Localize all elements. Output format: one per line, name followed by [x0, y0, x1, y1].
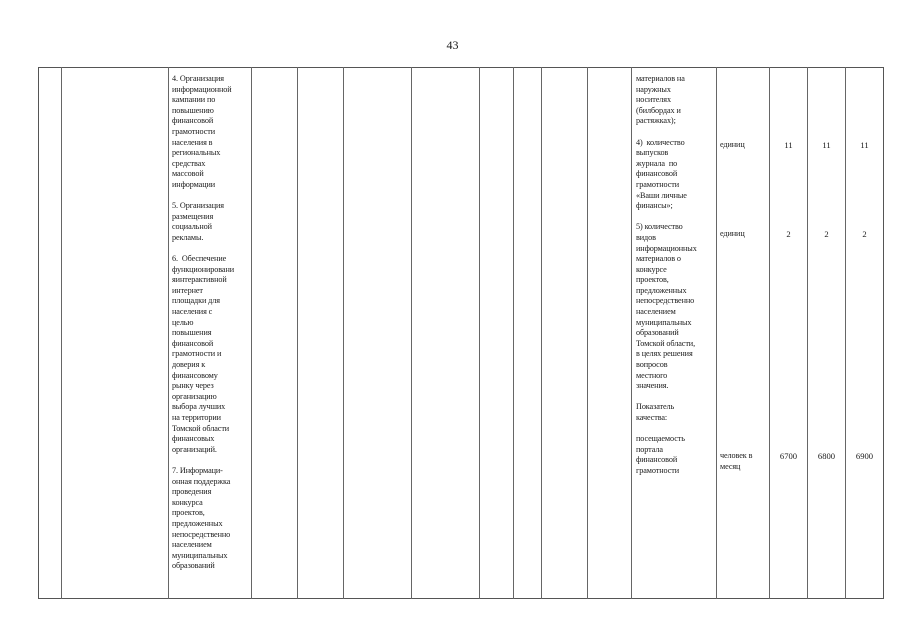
indicator-text-line: журнала по — [636, 158, 678, 168]
indicator-text-line: финансовой — [636, 169, 678, 179]
page-number: 43 — [446, 38, 459, 52]
indicator-text-line: проектов, — [636, 275, 669, 285]
indicator-text-line: финансовой — [636, 455, 678, 465]
activity-text-line: массовой — [172, 169, 204, 179]
indicator-text-line: вопросов — [636, 360, 668, 370]
activity-text-line: выбора лучших — [172, 402, 226, 412]
indicator-text-line: муниципальных — [636, 317, 692, 327]
column-divider — [411, 67, 412, 599]
activity-text-line: проектов, — [172, 508, 205, 518]
activity-text-line: площадки для — [172, 296, 220, 306]
column-divider — [479, 67, 480, 599]
activity-text-line: доверия к — [172, 360, 206, 370]
activity-text-line: организаций. — [172, 444, 217, 454]
activity-text-line: финансовых — [172, 434, 215, 444]
indicator-text-line: 5) количество — [636, 222, 683, 232]
indicator-text-line: наружных — [636, 84, 671, 94]
unit-cell: месяц — [720, 461, 741, 471]
value-cell: 11 — [822, 140, 831, 150]
value-cell: 11 — [784, 140, 793, 150]
column-divider — [587, 67, 588, 599]
indicator-text-line — [636, 392, 697, 403]
column-divider — [541, 67, 542, 599]
activity-text-line: повышения — [172, 328, 212, 338]
column-divider — [168, 67, 169, 599]
activity-text-line: повышению — [172, 105, 214, 115]
value-cell: 11 — [860, 140, 869, 150]
indicator-text-line: непосредственно — [636, 296, 695, 306]
activity-text-line: 7. Информаци- — [172, 465, 223, 475]
activity-text-line: населения с — [172, 307, 213, 317]
value-cell: 2 — [824, 229, 829, 239]
activity-text-line: Томской области — [172, 423, 230, 433]
activity-text-line: кампании по — [172, 95, 216, 105]
activity-text-line: проведения — [172, 487, 212, 497]
indicator-text-line: выпусков — [636, 148, 669, 158]
indicator-text-line: (билбордах и — [636, 105, 681, 115]
table-frame — [38, 67, 884, 599]
activity-text-line: конкурса — [172, 497, 203, 507]
column-divider — [251, 67, 252, 599]
indicator-text-line: Томской области, — [636, 338, 696, 348]
activity-text-line: рекламы. — [172, 232, 204, 242]
unit-cell: человек в — [720, 451, 753, 460]
value-cell: 6900 — [855, 451, 874, 461]
indicator-text-line: финансы»; — [636, 201, 673, 211]
indicator-text-line — [636, 424, 697, 435]
activity-text-line: грамотности — [172, 126, 216, 136]
indicator-text-line — [636, 212, 697, 223]
activity-text-line: рынку через — [172, 381, 214, 391]
activity-text-line: населения в — [172, 137, 213, 147]
indicator-text-line: 4) количество — [636, 137, 685, 147]
activities-cell — [172, 74, 234, 572]
activity-text-line: финансовой — [172, 338, 214, 348]
indicator-text-line: Показатель — [636, 402, 675, 412]
indicator-text-line: в целях решения — [636, 349, 693, 359]
activity-text-line: средствах — [172, 158, 206, 168]
indicator-text-line: предложенных — [636, 285, 687, 295]
activity-text-line: образований — [172, 561, 215, 571]
activity-text-line: предложенных — [172, 518, 223, 528]
indicator-text-line: материалов о — [636, 254, 681, 264]
unit-cell: единиц — [720, 140, 745, 149]
activity-text-line: грамотности и — [172, 349, 222, 359]
activity-text-line — [172, 191, 234, 202]
indicator-text-line: значения. — [636, 381, 669, 391]
column-divider — [61, 67, 62, 599]
indicator-text-line: информационных — [636, 243, 697, 253]
indicators-cell — [636, 74, 697, 477]
value-cell: 2 — [862, 229, 867, 239]
activity-text-line: организацию — [172, 391, 217, 401]
activity-text-line: муниципальных — [172, 550, 228, 560]
activity-text-line: региональных — [172, 148, 221, 158]
activity-text-line: населением — [172, 540, 212, 550]
activity-text-line: яинтерактивной — [172, 275, 227, 285]
activity-text-line: информации — [172, 179, 216, 189]
indicator-text-line: материалов на — [636, 74, 685, 83]
indicator-text-line — [636, 127, 697, 138]
activity-text-line: непосредственно — [172, 529, 231, 539]
activity-text-line: 6. Обеспечение — [172, 254, 227, 264]
indicator-text-line: грамотности — [636, 465, 680, 475]
value-cell: 6800 — [817, 451, 836, 461]
indicator-text-line: носителях — [636, 95, 671, 105]
indicator-text-line: конкурсе — [636, 264, 667, 274]
activity-text-line: финансовому — [172, 370, 218, 380]
indicator-text-line: местного — [636, 370, 668, 380]
activity-text-line: на территории — [172, 413, 221, 422]
value-cell: 2 — [786, 229, 791, 239]
column-divider — [297, 67, 298, 599]
column-divider — [513, 67, 514, 599]
indicator-text-line: населением — [636, 307, 676, 317]
activity-text-line: 5. Организация — [172, 201, 224, 211]
indicator-text-line: портала — [636, 444, 663, 454]
indicator-text-line: качества: — [636, 413, 668, 422]
indicator-text-line: «Ваши личные — [636, 190, 687, 200]
indicator-text-line: грамотности — [636, 179, 680, 189]
unit-cell: единиц — [720, 229, 745, 238]
activity-text-line — [172, 455, 234, 466]
activity-text-line: интернет — [172, 285, 203, 295]
indicator-text-line: образований — [636, 328, 679, 338]
value-cell: 6700 — [779, 451, 798, 461]
activity-text-line: онная поддержка — [172, 476, 231, 486]
column-divider — [631, 67, 632, 599]
column-divider — [716, 67, 717, 599]
indicator-text-line: посещаемость — [636, 434, 685, 444]
activity-text-line: финансовой — [172, 116, 214, 126]
activity-text-line: функционировани — [172, 264, 235, 274]
activity-text-line: социальной — [172, 222, 212, 232]
indicator-text-line: видов — [636, 232, 656, 242]
activity-text-line: размещения — [172, 211, 214, 221]
activity-text-line — [172, 244, 234, 255]
activity-text-line: информационной — [172, 84, 232, 94]
column-divider — [343, 67, 344, 599]
indicator-text-line: растяжках); — [636, 116, 676, 126]
activity-text-line: целью — [172, 317, 194, 327]
activity-text-line: 4. Организация — [172, 74, 224, 83]
